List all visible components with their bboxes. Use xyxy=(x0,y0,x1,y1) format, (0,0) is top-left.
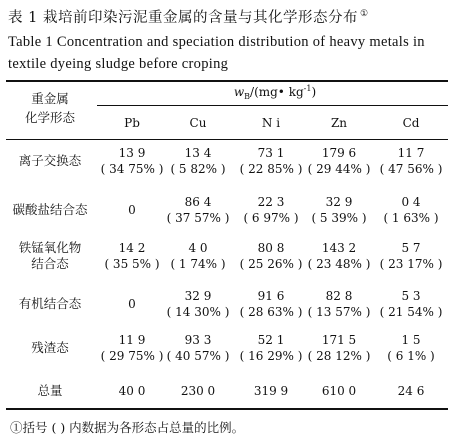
table-cell: 171 5 ( 28 12% ) xyxy=(307,333,371,363)
table-cell: 5 3 ( 21 54% ) xyxy=(379,289,443,319)
row-label: 总量 xyxy=(37,383,63,398)
table-cell: 4 0 ( 1 74% ) xyxy=(170,241,226,271)
table-cell: 13 4 ( 5 82% ) xyxy=(170,146,226,176)
table-cell: 14 2 ( 35 5% ) xyxy=(104,241,160,271)
row-label: 残渣态 xyxy=(31,340,69,355)
table-cell: 73 1 ( 22 85% ) xyxy=(239,146,303,176)
table-cell: 93 3 ( 40 57% ) xyxy=(166,333,230,363)
column-header-pb: Pb xyxy=(124,116,140,130)
column-header-cd: Cd xyxy=(402,116,420,130)
table-cell: 5 7 ( 23 17% ) xyxy=(379,241,443,271)
table-cell: 610 0 xyxy=(321,384,357,398)
unit-paren: /(mg• kg xyxy=(250,84,304,99)
row-label: 离子交换态 xyxy=(18,153,82,168)
table-cell: 319 9 xyxy=(253,384,289,398)
table-cell: 11 9 ( 29 75% ) xyxy=(100,333,164,363)
table-cell: 80 8 ( 25 26% ) xyxy=(239,241,303,271)
column-header-ni: N i xyxy=(261,116,281,130)
table-cell: 13 9 ( 34 75% ) xyxy=(100,146,164,176)
row-label: 有机结合态 xyxy=(18,296,82,311)
table-cell: 143 2 ( 23 48% ) xyxy=(307,241,371,271)
table-cell: 230 0 xyxy=(180,384,216,398)
unit-sup: -1 xyxy=(303,83,312,93)
table-cell: 1 5 ( 6 1% ) xyxy=(387,333,435,363)
row-header-line1: 重金属 xyxy=(31,91,69,106)
table-cell: 0 xyxy=(128,297,136,311)
top-rule xyxy=(6,80,448,82)
bottom-rule xyxy=(6,408,448,410)
table-title-en: Table 1 Concentration and speciation distribution of heavy metals in textile dyeing sludge before croping xyxy=(8,34,425,72)
title-cn-text: 表 1 栽培前印染污泥重金属的含量与其化学形态分布 xyxy=(8,10,358,26)
table-cell: 40 0 xyxy=(118,384,146,398)
column-header-zn: Zn xyxy=(330,116,348,130)
table-cell: 86 4 ( 37 57% ) xyxy=(166,195,230,225)
column-header-cu: Cu xyxy=(189,116,207,130)
table-cell: 82 8 ( 13 57% ) xyxy=(307,289,371,319)
row-label: 碳酸盐结合态 xyxy=(12,202,88,217)
table-cell: 52 1 ( 16 29% ) xyxy=(239,333,303,363)
table-cell: 22 3 ( 6 97% ) xyxy=(243,195,299,225)
table-cell: 11 7 ( 47 56% ) xyxy=(379,146,443,176)
unit-symbol: w xyxy=(233,84,245,99)
table-cell: 32 9 ( 5 39% ) xyxy=(311,195,367,225)
unit-close: ) xyxy=(311,84,317,99)
row-header-line2: 化学形态 xyxy=(24,110,76,125)
table-cell: 179 6 ( 29 44% ) xyxy=(307,146,371,176)
table-cell: 24 6 xyxy=(397,384,425,398)
header-rule xyxy=(6,139,448,140)
unit-label xyxy=(234,81,316,105)
row-label: 铁锰氧化物 结合态 xyxy=(18,240,82,271)
footnote: ①括号 ( ) 内数据为各形态占总量的比例。 xyxy=(10,420,245,435)
title-footnote-mark: ① xyxy=(359,9,369,20)
table-cell: 0 xyxy=(128,203,136,217)
table-cell: 32 9 ( 14 30% ) xyxy=(166,289,230,319)
table-cell: 91 6 ( 28 63% ) xyxy=(239,289,303,319)
unit-sub: B xyxy=(244,92,251,102)
table-cell: 0 4 ( 1 63% ) xyxy=(383,195,439,225)
table-title-cn xyxy=(8,6,448,27)
